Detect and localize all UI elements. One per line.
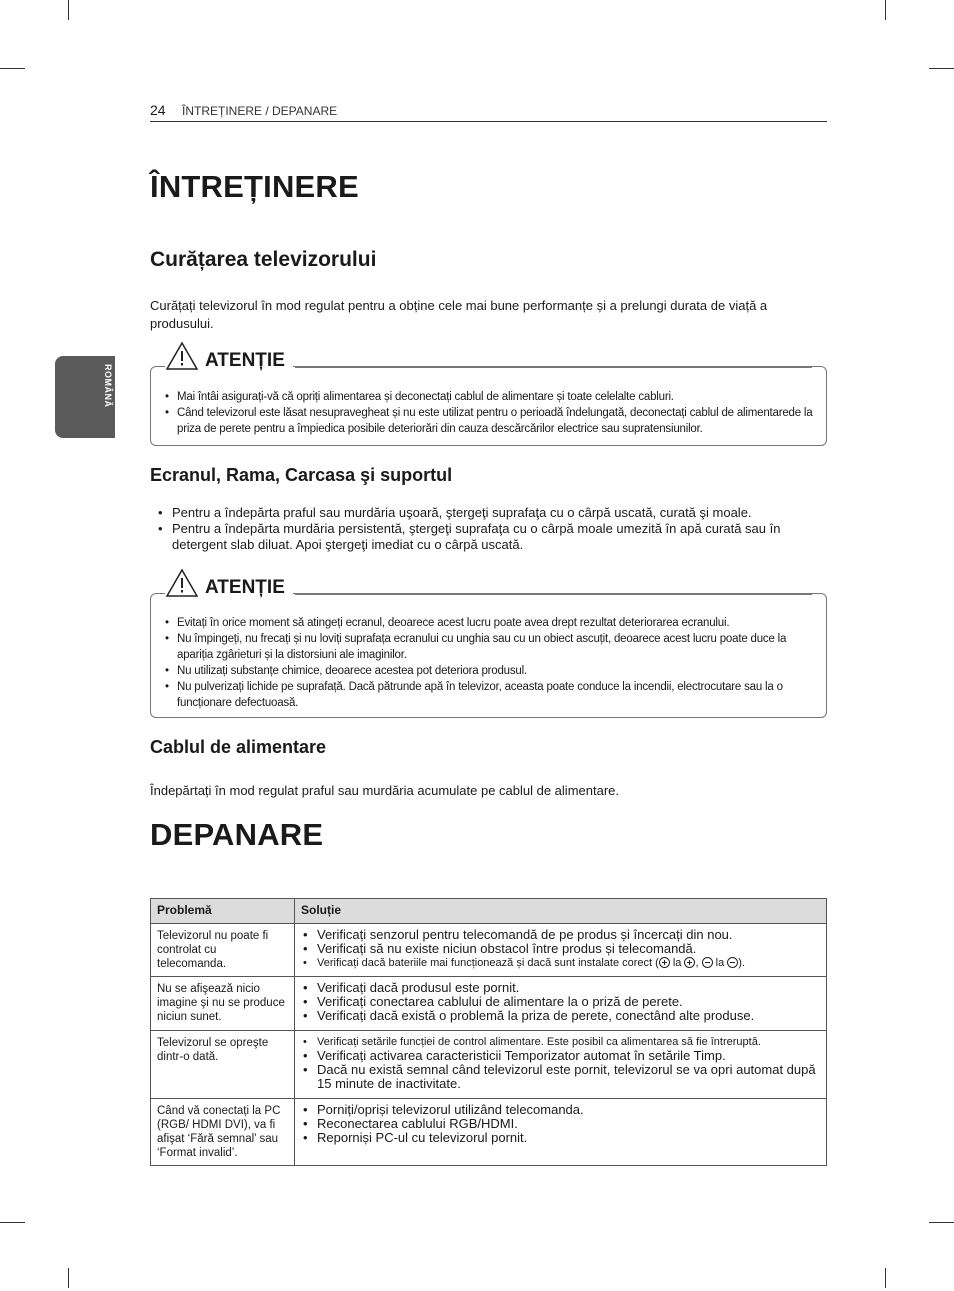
table-row [151, 1031, 827, 1099]
caution-item: • Când televizorul este lăsat nesupravegheat și nu este utilizat pentru o perioadă îndelungată, deconectați cablul de alimentarede la priza de perete pentru a împiedica posibile deteriorări din cauza descărcărilor electrice sau supratensiunilor. [165, 405, 816, 437]
crop-mark [885, 0, 886, 20]
caution-item: • Mai întâi asigurați-vă că opriți alimentarea și deconectați cablul de alimentare și toate celelalte cabluri. [165, 389, 816, 405]
solution-item: • Verificați conectarea cablului de alimentare la o priză de perete. [303, 995, 818, 1009]
screen-list [158, 505, 828, 553]
solution-item: • Verificați dacă produsul este pornit. [303, 981, 818, 995]
caution-rule [295, 367, 812, 368]
crop-mark [929, 68, 954, 69]
cable-title: Cablul de alimentare [150, 737, 327, 757]
solution-item: • Verificați dacă există o problemă la priza de perete, conectând alte produse. [303, 1009, 818, 1023]
solution-item: • Verificați dacă bateriile mai funcționează și dacă sunt instalate corect ( la , la ). [303, 956, 818, 970]
caution-label: ATENȚIE [205, 577, 285, 598]
solution-item: • Reporniși PC-ul cu televizorul pornit. [303, 1131, 818, 1145]
solution-item: • Verificați activarea caracteristicii Temporizator automat în setările Timp. [303, 1049, 818, 1063]
caution-header [165, 568, 293, 598]
screen-title: Ecranul, Rama, Carcasa şi suportul [150, 465, 453, 485]
solution-item: • Verificați să nu existe niciun obstacol între produs și telecomandă. [303, 942, 818, 956]
caution-item: • Evitați în orice moment să atingeți ecranul, deoarece acest lucru poate avea drept rezultat deteriorarea ecranului. [165, 615, 816, 631]
plus-icon [659, 957, 670, 968]
problem-cell: Televizorul nu poate fi controlat cu telecomanda. [151, 924, 295, 977]
solution-item: • Dacă nu există semnal când televizorul este pornit, televizorul se va opri automat după 15 minute de inactivitate. [303, 1063, 818, 1091]
crop-mark [885, 1268, 886, 1288]
troubleshooting-title: DEPANARE [150, 817, 324, 852]
solution-cell [295, 1031, 827, 1099]
solution-cell [295, 924, 827, 977]
solution-item: • Reconectarea cablului RGB/HDMI. [303, 1117, 818, 1131]
solution-cell [295, 1099, 827, 1166]
troubleshooting-table [150, 898, 827, 1166]
column-header-problem: Problemă [151, 899, 295, 924]
caution-box [150, 350, 827, 446]
caution-item: • Nu pulverizați lichide pe suprafață. Dacă pătrunde apă în televizor, aceasta poate conduce la incendii, electrocutare sau la o funcționare defectuoasă. [165, 679, 816, 711]
battery-text: Verificați dacă bateriile mai funcționează și dacă sunt instalate corect ( [317, 957, 659, 969]
minus-icon [727, 957, 738, 968]
caution-label: ATENȚIE [205, 350, 285, 371]
page-number: 24 [150, 102, 166, 118]
list-item: • Pentru a îndepărta murdăria persistentă, ştergeţi suprafaţa cu o cârpă moale umezită în apă curată sau în detergent slab diluat. Apoi ştergeţi imediat cu o cârpă uscată. [158, 521, 828, 553]
table-row [151, 1099, 827, 1166]
solution-item: • Verificați setările funcției de control alimentare. Este posibil ca alimentarea să fie întreruptă. [303, 1035, 818, 1049]
column-header-solution: Soluție [295, 899, 827, 924]
language-tab [55, 356, 115, 438]
maintenance-title: ÎNTREȚINERE [150, 169, 359, 204]
caution-list [165, 389, 816, 437]
table-header-row [151, 899, 827, 924]
cable-text: Îndepărtați în mod regulat praful sau murdăria acumulate pe cablul de alimentare. [150, 783, 619, 798]
solution-item: • Porniți/opriși televizorul utilizând telecomanda. [303, 1103, 818, 1117]
solution-cell [295, 977, 827, 1031]
crop-mark [0, 1222, 25, 1223]
problem-cell: Televizorul se opreşte dintr-o dată. [151, 1031, 295, 1099]
caution-header [165, 341, 293, 371]
solution-item: • Verificați senzorul pentru telecomandă de pe produs și încercați din nou. [303, 928, 818, 942]
warning-triangle-icon [165, 341, 199, 371]
header-divider [150, 121, 827, 122]
cleaning-title: Curățarea televizorului [150, 248, 377, 271]
cleaning-intro: Curățați televizorul în mod regulat pentru a obține cele mai bune performanțe și a prelungi durata de viață a produsului. [150, 298, 768, 331]
problem-cell: Nu se afişează nicio imagine şi nu se produce niciun sunet. [151, 977, 295, 1031]
crop-mark [929, 1222, 954, 1223]
crop-mark [68, 0, 69, 20]
list-item: • Pentru a îndepărta praful sau murdăria uşoară, ştergeţi suprafaţa cu o cârpă uscată, curată şi moale. [158, 505, 828, 521]
problem-cell: Când vă conectați la PC (RGB/ HDMI DVI), va fi afişat ‘Fără semnal’ sau ‘Format invalid’. [151, 1099, 295, 1166]
language-tab-label: ROMÂNĂ [103, 364, 113, 408]
crop-mark [0, 68, 25, 69]
battery-la: la [712, 957, 728, 969]
caution-item: • Nu utilizați substanțe chimice, deoarece acestea pot deteriora produsul. [165, 663, 816, 679]
battery-end: ). [738, 957, 746, 969]
table-row [151, 924, 827, 977]
plus-icon [684, 957, 695, 968]
battery-la: la [669, 957, 685, 969]
caution-item: • Nu împingeți, nu frecați și nu loviți suprafața ecranului cu unghia sau cu un obiect ascuțit, deoarece acest lucru poate duce la apariția zgârieturi și la distorsiuni ale imaginilor. [165, 631, 816, 663]
caution-rule [295, 594, 812, 595]
crop-mark [68, 1268, 69, 1288]
minus-icon [702, 957, 713, 968]
running-header: ÎNTREȚINERE / DEPANARE [182, 104, 338, 118]
caution-box [150, 577, 827, 718]
caution-list [165, 615, 816, 711]
table-row [151, 977, 827, 1031]
warning-triangle-icon [165, 568, 199, 598]
